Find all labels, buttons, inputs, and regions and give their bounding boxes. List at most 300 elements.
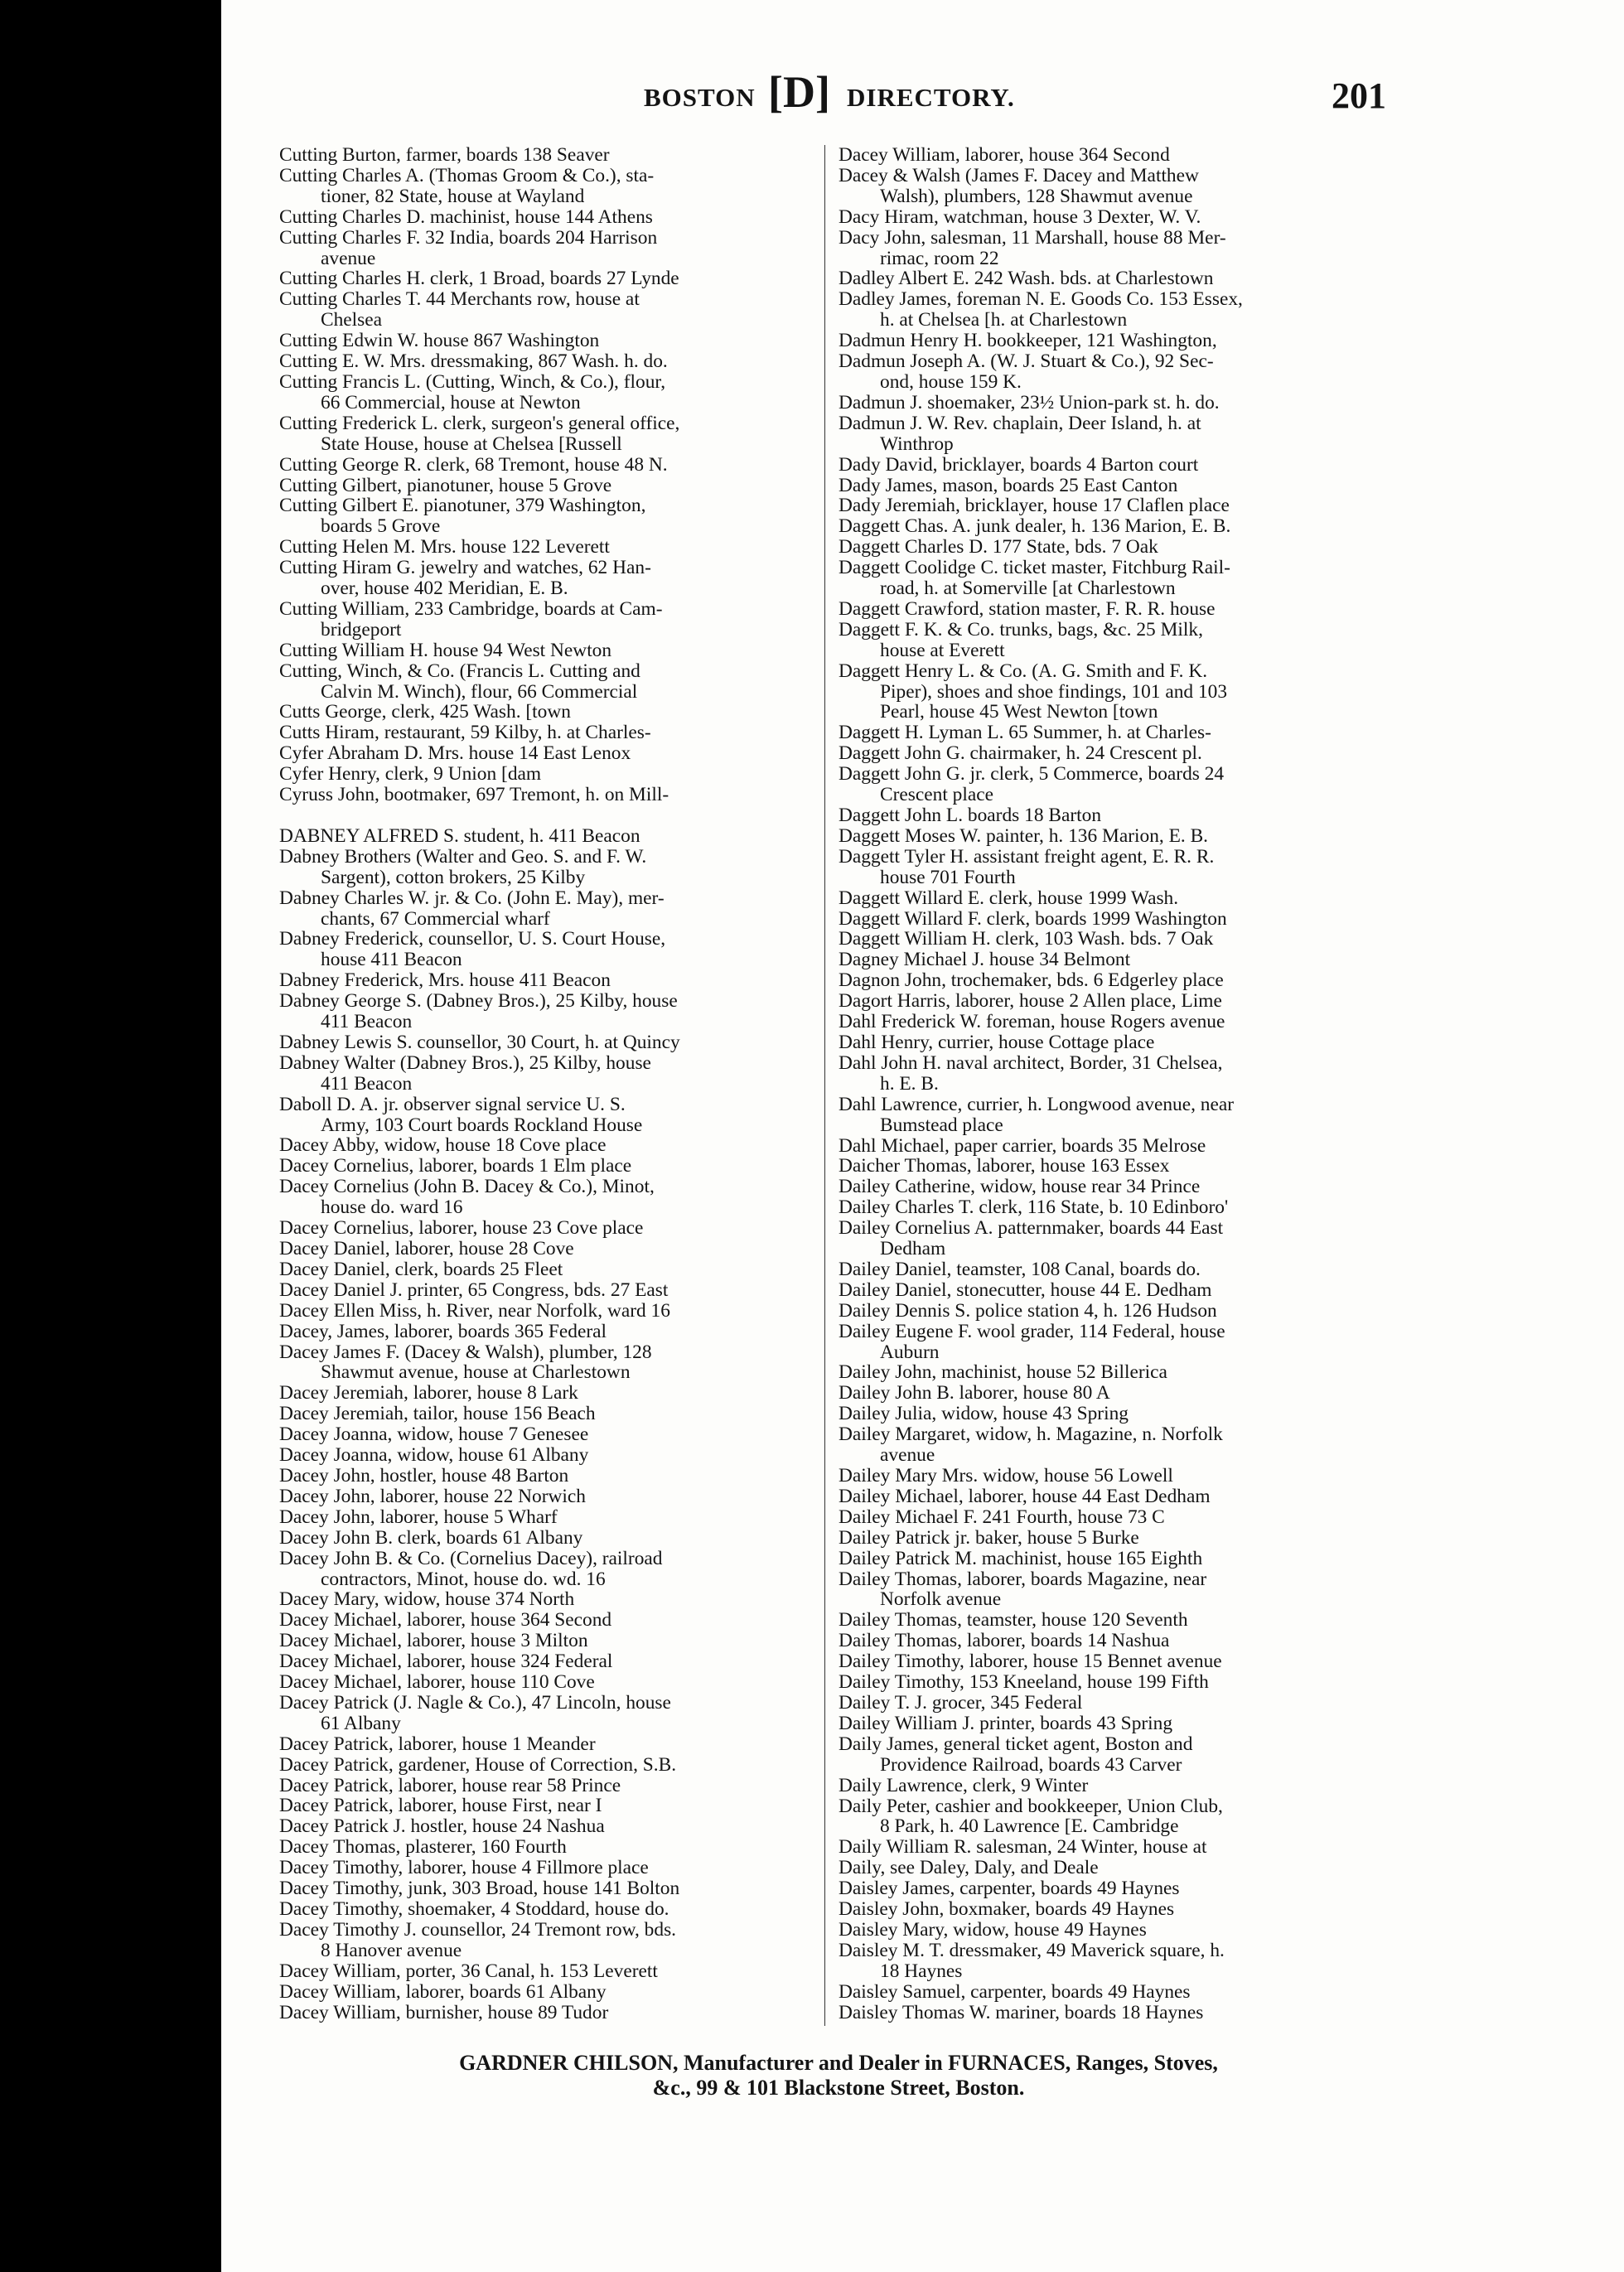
entry-line: Dacey John, hostler, house 48 Barton bbox=[279, 1464, 569, 1486]
entry-line: Dacey Patrick (J. Nagle & Co.), 47 Lincoln, house bbox=[279, 1691, 671, 1714]
entry-line: Daisley James, carpenter, boards 49 Haynes bbox=[839, 1878, 1180, 1900]
directory-entry bbox=[839, 558, 1377, 599]
entry-line: Daisley Thomas W. mariner, boards 18 Haynes bbox=[839, 2001, 1204, 2023]
directory-entry bbox=[839, 2003, 1377, 2023]
entry-line: Dacey & Walsh (James F. Dacey and Matthew bbox=[839, 164, 1199, 186]
entry-line: Dailey John B. laborer, house 80 A bbox=[839, 1382, 1110, 1404]
entry-line: Dady David, bricklayer, boards 4 Barton court bbox=[839, 453, 1199, 476]
entry-continuation: Providence Railroad, boards 43 Carver bbox=[880, 1753, 1182, 1776]
directory-entry bbox=[839, 476, 1377, 496]
directory-entry bbox=[839, 970, 1377, 991]
column-divider bbox=[824, 145, 825, 2026]
entry-line: Dacey Cornelius (John B. Dacey & Co.), Minot, bbox=[279, 1176, 655, 1198]
entry-line: Cutting Charles H. clerk, 1 Broad, boards 27 Lynde bbox=[279, 268, 679, 290]
entry-line: Dacey Daniel, laborer, house 28 Cove bbox=[279, 1238, 574, 1260]
entry-continuation: over, house 402 Meridian, E. B. bbox=[321, 578, 568, 600]
directory-entry bbox=[279, 1610, 818, 1631]
entry-line: Dacey Michael, laborer, house 364 Second bbox=[279, 1609, 612, 1631]
left-column bbox=[279, 145, 818, 2023]
directory-entry bbox=[839, 1486, 1377, 1507]
entry-line: Dacey Timothy J. counsellor, 24 Tremont row, bds. bbox=[279, 1918, 677, 1941]
entry-line: Dacey Jeremiah, laborer, house 8 Lark bbox=[279, 1382, 578, 1404]
entry-line: Dailey Dennis S. police station 4, h. 126 Hudson bbox=[839, 1299, 1217, 1322]
entry-line: Dailey Michael F. 241 Fourth, house 73 C bbox=[839, 1506, 1165, 1528]
directory-entry bbox=[839, 929, 1377, 950]
entry-line: Daily Peter, cashier and bookkeeper, Union Club, bbox=[839, 1795, 1223, 1817]
directory-entry bbox=[839, 1549, 1377, 1569]
directory-entry bbox=[839, 207, 1377, 228]
entry-continuation: Walsh), plumbers, 128 Shawmut avenue bbox=[880, 185, 1193, 207]
entry-line: Dacey Ellen Miss, h. River, near Norfolk, ward 16 bbox=[279, 1299, 670, 1322]
entry-line: Daggett Chas. A. junk dealer, h. 136 Marion, E. B. bbox=[839, 515, 1231, 538]
entry-continuation: avenue bbox=[321, 247, 376, 269]
entry-line: Dacey Michael, laborer, house 324 Federal bbox=[279, 1651, 613, 1673]
entry-line: Cyfer Henry, clerk, 9 Union [dam bbox=[279, 763, 542, 786]
directory-entry bbox=[279, 1507, 818, 1528]
directory-entry bbox=[839, 351, 1377, 393]
directory-entry bbox=[279, 2003, 818, 2023]
directory-entry bbox=[839, 1177, 1377, 1197]
directory-entry bbox=[839, 826, 1377, 847]
directory-entry bbox=[839, 1032, 1377, 1053]
entry-line: Dabney George S. (Dabney Bros.), 25 Kilby, house bbox=[279, 990, 678, 1013]
directory-entry bbox=[279, 1589, 818, 1610]
directory-entry bbox=[279, 331, 818, 351]
directory-entry bbox=[279, 1156, 818, 1177]
entry-line: Dacey Mary, widow, house 374 North bbox=[279, 1588, 575, 1611]
directory-entry bbox=[279, 1301, 818, 1322]
directory-entry bbox=[839, 1012, 1377, 1032]
entry-line: Dailey Thomas, teamster, house 120 Seventh bbox=[839, 1609, 1188, 1631]
directory-entry bbox=[839, 1466, 1377, 1486]
directory-entry bbox=[279, 970, 818, 991]
entry-line: Cutting Hiram G. jewelry and watches, 62 Han- bbox=[279, 557, 651, 579]
footer-line-2: &c., 99 & 101 Blackstone Street, Boston. bbox=[652, 2076, 1025, 2100]
directory-entry bbox=[279, 1549, 818, 1590]
directory-entry bbox=[839, 1631, 1377, 1651]
entry-line: Cutts Hiram, restaurant, 59 Kilby, h. at Charles- bbox=[279, 722, 651, 744]
entry-line: Daggett H. Lyman L. 65 Summer, h. at Charles- bbox=[839, 722, 1211, 744]
section-gap bbox=[279, 805, 818, 826]
directory-entry bbox=[839, 1404, 1377, 1424]
entry-continuation: house 411 Beacon bbox=[321, 949, 462, 971]
entry-line: Dacey Michael, laborer, house 3 Milton bbox=[279, 1630, 588, 1652]
entry-line: Dacey William, laborer, house 364 Second bbox=[839, 144, 1170, 166]
entry-line: Dady James, mason, boards 25 East Canton bbox=[839, 474, 1178, 496]
entry-line: Dacey Joanna, widow, house 7 Genesee bbox=[279, 1424, 589, 1446]
directory-entry bbox=[839, 723, 1377, 743]
directory-entry bbox=[279, 743, 818, 764]
directory-entry bbox=[839, 1899, 1377, 1920]
directory-page bbox=[221, 0, 1624, 2272]
entry-line: Dabney Frederick, counsellor, U. S. Court House, bbox=[279, 928, 666, 950]
entry-line: Dailey Margaret, widow, h. Magazine, n. Norfolk bbox=[839, 1424, 1223, 1446]
directory-entry bbox=[279, 1858, 818, 1878]
entry-line: Cyfer Abraham D. Mrs. house 14 East Lenox bbox=[279, 742, 631, 765]
directory-entry bbox=[839, 228, 1377, 269]
entry-line: Dailey Mary Mrs. widow, house 56 Lowell bbox=[839, 1465, 1173, 1486]
entry-line: Dacey Jeremiah, tailor, house 156 Beach bbox=[279, 1403, 596, 1425]
directory-entry bbox=[279, 1259, 818, 1280]
directory-entry bbox=[279, 1961, 818, 1982]
entry-line: Cutting Frederick L. clerk, surgeon's general office, bbox=[279, 412, 680, 434]
entry-line: Dacey James F. (Dacey & Walsh), plumber, 128 bbox=[279, 1341, 652, 1363]
directory-entry bbox=[839, 1569, 1377, 1611]
directory-entry bbox=[279, 145, 818, 166]
directory-entry bbox=[839, 1693, 1377, 1714]
entry-line: Dadmun J. W. Rev. chaplain, Deer Island, h. at bbox=[839, 412, 1201, 434]
directory-entry bbox=[839, 413, 1377, 455]
entry-line: Daily Lawrence, clerk, 9 Winter bbox=[839, 1774, 1089, 1796]
entry-line: Dabney Walter (Dabney Bros.), 25 Kilby, house bbox=[279, 1051, 651, 1074]
entry-continuation: Dedham bbox=[880, 1238, 946, 1260]
entry-line: Cutting Charles F. 32 India, boards 204 Harrison bbox=[279, 226, 658, 249]
directory-entry bbox=[839, 805, 1377, 826]
entry-line: Daily James, general ticket agent, Boston and bbox=[839, 1733, 1193, 1755]
entry-continuation: Crescent place bbox=[880, 784, 994, 806]
directory-entry bbox=[279, 1920, 818, 1961]
directory-entry bbox=[839, 537, 1377, 558]
entry-continuation: rimac, room 22 bbox=[880, 247, 999, 269]
directory-entry bbox=[839, 1218, 1377, 1259]
directory-entry bbox=[839, 1507, 1377, 1528]
header-letter: [D] bbox=[768, 67, 830, 117]
entry-line: Dacey John, laborer, house 22 Norwich bbox=[279, 1485, 586, 1507]
footer-line-1: GARDNER CHILSON, Manufacturer and Dealer in FURNACES, Ranges, Stoves, bbox=[459, 2051, 1218, 2075]
entry-line: Dailey Patrick jr. baker, house 5 Burke bbox=[839, 1526, 1139, 1549]
directory-entry bbox=[279, 207, 818, 228]
entry-line: Dacey Patrick, laborer, house First, near I bbox=[279, 1795, 602, 1817]
entry-line: Dacey John B. & Co. (Cornelius Dacey), railroad bbox=[279, 1547, 663, 1569]
entry-line: Dacy John, salesman, 11 Marshall, house 88 Mer- bbox=[839, 226, 1226, 249]
directory-entry bbox=[839, 1920, 1377, 1941]
entry-line: Dadmun Henry H. bookkeeper, 121 Washington, bbox=[839, 330, 1217, 352]
directory-entry bbox=[279, 1816, 818, 1837]
directory-entry bbox=[839, 1136, 1377, 1157]
entry-line: Dacey John B. clerk, boards 61 Albany bbox=[279, 1526, 583, 1549]
directory-entry bbox=[839, 1383, 1377, 1404]
directory-entry bbox=[839, 599, 1377, 620]
entry-line: Dailey John, machinist, house 52 Billerica bbox=[839, 1361, 1167, 1384]
entry-line: Cutting Charles A. (Thomas Groom & Co.), sta- bbox=[279, 164, 655, 186]
directory-entry bbox=[279, 723, 818, 743]
entry-line: Dailey Daniel, teamster, 108 Canal, boards do. bbox=[839, 1258, 1201, 1280]
directory-entry bbox=[839, 1734, 1377, 1776]
directory-entry bbox=[279, 661, 818, 703]
directory-entry bbox=[279, 351, 818, 372]
entry-line: Dagnon John, trochemaker, bds. 6 Edgerley place bbox=[839, 969, 1224, 992]
directory-entry bbox=[839, 495, 1377, 516]
entry-line: Daggett John L. boards 18 Barton bbox=[839, 805, 1102, 826]
entry-line: Dacey Patrick J. hostler, house 24 Nashua bbox=[279, 1815, 605, 1838]
entry-line: Dailey Catherine, widow, house rear 34 Prince bbox=[839, 1176, 1201, 1198]
entry-line: Daggett Coolidge C. ticket master, Fitchburg Rail- bbox=[839, 557, 1230, 579]
directory-entry bbox=[839, 847, 1377, 888]
directory-entry bbox=[279, 1404, 818, 1424]
directory-entry bbox=[279, 268, 818, 289]
entry-line: Dacey William, laborer, boards 61 Albany bbox=[279, 1980, 607, 2003]
directory-entry bbox=[839, 1941, 1377, 1982]
directory-entry bbox=[279, 1693, 818, 1734]
entry-line: Daggett Tyler H. assistant freight agent, E. R. R. bbox=[839, 845, 1215, 868]
entry-line: Dailey Daniel, stonecutter, house 44 E. Dedham bbox=[839, 1279, 1212, 1301]
directory-entry bbox=[839, 455, 1377, 476]
entry-continuation: Piper), shoes and shoe findings, 101 and 103 bbox=[880, 680, 1228, 703]
entry-line: Dacey William, burnisher, house 89 Tudor bbox=[279, 2001, 609, 2023]
entry-line: Cutting Charles D. machinist, house 144 Athens bbox=[279, 205, 653, 228]
directory-entry bbox=[839, 1322, 1377, 1363]
entry-line: Dacey Patrick, laborer, house 1 Meander bbox=[279, 1733, 596, 1755]
entry-line: Dacey John, laborer, house 5 Wharf bbox=[279, 1506, 558, 1528]
entry-line: Dailey T. J. grocer, 345 Federal bbox=[839, 1691, 1083, 1714]
directory-entry bbox=[279, 228, 818, 269]
directory-entry bbox=[839, 620, 1377, 661]
entry-continuation: bridgeport bbox=[321, 618, 402, 641]
entry-line: Dacey Cornelius, laborer, house 23 Cove place bbox=[279, 1217, 644, 1240]
directory-entry bbox=[279, 1528, 818, 1549]
directory-entry bbox=[839, 1053, 1377, 1095]
entry-line: Daisley Samuel, carpenter, boards 49 Haynes bbox=[839, 1980, 1191, 2003]
directory-entry bbox=[839, 1610, 1377, 1631]
directory-entry bbox=[839, 393, 1377, 413]
entry-line: Dailey Thomas, laborer, boards Magazine, near bbox=[839, 1568, 1207, 1590]
entry-line: Dailey Timothy, 153 Kneeland, house 199 Fifth bbox=[839, 1671, 1209, 1694]
entry-line: Daggett John G. jr. clerk, 5 Commerce, boards 24 bbox=[839, 763, 1225, 786]
entry-line: Dacey Timothy, shoemaker, 4 Stoddard, house do. bbox=[279, 1898, 669, 1921]
directory-entry bbox=[839, 1362, 1377, 1383]
entry-line: DABNEY ALFRED S. student, h. 411 Beacon bbox=[279, 824, 640, 847]
entry-line: Dacey Joanna, widow, house 61 Albany bbox=[279, 1444, 589, 1467]
entry-line: Dailey Timothy, laborer, house 15 Bennet avenue bbox=[839, 1651, 1222, 1673]
directory-entry bbox=[279, 1135, 818, 1156]
entry-continuation: 61 Albany bbox=[321, 1712, 401, 1734]
entry-line: Dacey Patrick, gardener, House of Correction, S.B. bbox=[279, 1753, 677, 1776]
directory-entry bbox=[839, 331, 1377, 351]
entry-line: Cutting E. W. Mrs. dressmaking, 867 Wash. h. do. bbox=[279, 350, 668, 373]
directory-entry bbox=[279, 764, 818, 785]
directory-entry bbox=[839, 888, 1377, 909]
directory-entry bbox=[279, 785, 818, 805]
directory-entry bbox=[279, 1032, 818, 1053]
directory-entry bbox=[839, 1651, 1377, 1672]
entry-continuation: contractors, Minot, house do. wd. 16 bbox=[321, 1568, 606, 1590]
header-title: DIRECTORY. bbox=[847, 83, 1015, 112]
directory-entry bbox=[839, 1197, 1377, 1218]
directory-entry bbox=[279, 166, 818, 207]
directory-entry bbox=[839, 1796, 1377, 1838]
entry-line: Dady Jeremiah, bricklayer, house 17 Claflen place bbox=[839, 495, 1230, 517]
entry-line: Dacey Abby, widow, house 18 Cove place bbox=[279, 1134, 607, 1157]
directory-entry bbox=[839, 764, 1377, 805]
entry-continuation: Norfolk avenue bbox=[880, 1588, 1002, 1611]
entry-line: Dahl Henry, currier, house Cottage place bbox=[839, 1031, 1155, 1053]
directory-entry bbox=[279, 1095, 818, 1136]
entry-line: Dacey Cornelius, laborer, boards 1 Elm place bbox=[279, 1155, 632, 1177]
entry-continuation: Pearl, house 45 West Newton [town bbox=[880, 701, 1158, 723]
entry-continuation: Calvin M. Winch), flour, 66 Commercial bbox=[321, 680, 638, 703]
entry-continuation: Army, 103 Court boards Rockland House bbox=[321, 1114, 643, 1136]
page-header bbox=[221, 66, 1624, 133]
directory-entry bbox=[279, 599, 818, 641]
directory-entry bbox=[279, 1878, 818, 1899]
entry-line: Daily William R. salesman, 24 Winter, house at bbox=[839, 1836, 1207, 1859]
entry-continuation: 8 Park, h. 40 Lawrence [E. Cambridge bbox=[880, 1815, 1179, 1838]
entry-line: Daggett Moses W. painter, h. 136 Marion, E. B. bbox=[839, 824, 1209, 847]
entry-continuation: house 701 Fourth bbox=[880, 866, 1016, 888]
directory-entry bbox=[279, 289, 818, 331]
directory-entry bbox=[839, 166, 1377, 207]
directory-entry bbox=[839, 1156, 1377, 1177]
entry-line: Cyruss John, bootmaker, 697 Tremont, h. on Mill- bbox=[279, 784, 669, 806]
directory-entry bbox=[279, 1796, 818, 1816]
directory-entry bbox=[279, 413, 818, 455]
entry-continuation: Winthrop bbox=[880, 433, 954, 455]
entry-line: Dailey Julia, widow, house 43 Spring bbox=[839, 1403, 1129, 1425]
entry-line: Dailey Patrick M. machinist, house 165 Eighth bbox=[839, 1547, 1203, 1569]
entry-line: Cutting William H. house 94 West Newton bbox=[279, 639, 612, 661]
directory-entry bbox=[839, 743, 1377, 764]
directory-entry bbox=[279, 1342, 818, 1384]
directory-entry bbox=[279, 1239, 818, 1259]
entry-continuation: boards 5 Grove bbox=[321, 515, 441, 538]
entry-line: Dailey Charles T. clerk, 116 State, b. 10 Edinboro' bbox=[839, 1196, 1229, 1219]
directory-entry bbox=[279, 1734, 818, 1755]
entry-line: Dailey Cornelius A. patternmaker, boards 44 East bbox=[839, 1217, 1224, 1240]
entry-continuation: 66 Commercial, house at Newton bbox=[321, 391, 581, 413]
entry-line: Daggett William H. clerk, 103 Wash. bds. 7 Oak bbox=[839, 928, 1214, 950]
entry-line: Dahl Frederick W. foreman, house Rogers avenue bbox=[839, 1011, 1225, 1033]
entry-line: Cutting, Winch, & Co. (Francis L. Cutting and bbox=[279, 660, 640, 682]
directory-entry bbox=[279, 929, 818, 970]
directory-entry bbox=[279, 1631, 818, 1651]
directory-entry bbox=[279, 1383, 818, 1404]
entry-line: Daisley John, boxmaker, boards 49 Haynes bbox=[839, 1898, 1175, 1921]
entry-line: Daggett Henry L. & Co. (A. G. Smith and F. K. bbox=[839, 660, 1208, 682]
entry-line: Dabney Brothers (Walter and Geo. S. and F. W. bbox=[279, 845, 647, 868]
entry-line: Dacey Timothy, junk, 303 Broad, house 141 Bolton bbox=[279, 1878, 680, 1900]
entry-line: Dahl Michael, paper carrier, boards 35 Melrose bbox=[839, 1134, 1206, 1157]
entry-line: Cutting Gilbert E. pianotuner, 379 Washington, bbox=[279, 495, 646, 517]
entry-line: Cutting Charles T. 44 Merchants row, house at bbox=[279, 288, 640, 311]
directory-entry bbox=[279, 1280, 818, 1301]
directory-entry bbox=[839, 1672, 1377, 1693]
advertisement-footer bbox=[275, 2051, 1402, 2100]
entry-line: Dahl John H. naval architect, Border, 31 Chelsea, bbox=[839, 1051, 1223, 1074]
directory-entry bbox=[279, 1322, 818, 1342]
directory-entry bbox=[279, 1672, 818, 1693]
entry-line: Cutting George R. clerk, 68 Tremont, house 48 N. bbox=[279, 453, 668, 476]
entry-continuation: Auburn bbox=[880, 1341, 940, 1363]
directory-entry bbox=[839, 1982, 1377, 2003]
directory-entry bbox=[279, 1177, 818, 1218]
entry-continuation: 411 Beacon bbox=[321, 1011, 413, 1033]
entry-line: Dailey William J. printer, boards 43 Spring bbox=[839, 1712, 1173, 1734]
directory-entry bbox=[279, 1445, 818, 1466]
entry-line: Dagney Michael J. house 34 Belmont bbox=[839, 949, 1131, 971]
entry-line: Dabney Frederick, Mrs. house 411 Beacon bbox=[279, 969, 611, 992]
directory-entry bbox=[839, 1714, 1377, 1734]
entry-line: Dabney Charles W. jr. & Co. (John E. May), mer- bbox=[279, 887, 665, 909]
entry-line: Dacey Daniel J. printer, 65 Congress, bds. 27 East bbox=[279, 1279, 669, 1301]
entry-line: Dahl Lawrence, currier, h. Longwood avenue, near bbox=[839, 1093, 1235, 1115]
directory-entry bbox=[279, 826, 818, 847]
entry-line: Dadmun Joseph A. (W. J. Stuart & Co.), 92 Sec- bbox=[839, 350, 1214, 373]
entry-line: Dacey, James, laborer, boards 365 Federal bbox=[279, 1320, 607, 1342]
entry-line: Daggett Crawford, station master, F. R. R. house bbox=[839, 597, 1216, 620]
entry-line: Dacey Daniel, clerk, boards 25 Fleet bbox=[279, 1258, 563, 1280]
directory-entry bbox=[279, 372, 818, 413]
directory-entry bbox=[839, 516, 1377, 537]
directory-entry bbox=[279, 537, 818, 558]
entry-continuation: tioner, 82 State, house at Wayland bbox=[321, 185, 585, 207]
directory-entry bbox=[839, 1095, 1377, 1136]
directory-entry bbox=[839, 1858, 1377, 1878]
entry-line: Cutting William, 233 Cambridge, boards at Cam- bbox=[279, 597, 663, 620]
directory-entry bbox=[279, 1899, 818, 1920]
directory-entry bbox=[839, 661, 1377, 723]
entry-line: Dadley Albert E. 242 Wash. bds. at Charlestown bbox=[839, 268, 1214, 290]
entry-line: Daggett Willard E. clerk, house 1999 Wash. bbox=[839, 887, 1179, 909]
entry-line: Dacey Thomas, plasterer, 160 Fourth bbox=[279, 1836, 567, 1859]
entry-line: Dagort Harris, laborer, house 2 Allen place, Lime bbox=[839, 990, 1222, 1013]
entry-line: Cutting Gilbert, pianotuner, house 5 Grove bbox=[279, 474, 612, 496]
directory-entry bbox=[279, 1466, 818, 1486]
entry-line: Dailey Eugene F. wool grader, 114 Federal, house bbox=[839, 1320, 1225, 1342]
directory-entry bbox=[279, 991, 818, 1032]
directory-entry bbox=[839, 289, 1377, 331]
directory-entry bbox=[279, 1651, 818, 1672]
entry-continuation: road, h. at Somerville [at Charlestown bbox=[880, 578, 1176, 600]
entry-continuation: chants, 67 Commercial wharf bbox=[321, 907, 550, 930]
directory-entry bbox=[279, 641, 818, 661]
entry-line: Dacey William, porter, 36 Canal, h. 153 Leverett bbox=[279, 1960, 658, 1982]
entry-line: Dailey Thomas, laborer, boards 14 Nashua bbox=[839, 1630, 1170, 1652]
entry-line: Dadley James, foreman N. E. Goods Co. 153 Essex, bbox=[839, 288, 1243, 311]
directory-entry bbox=[279, 476, 818, 496]
entry-continuation: avenue bbox=[880, 1444, 935, 1467]
directory-entry bbox=[839, 1528, 1377, 1549]
entry-continuation: 8 Hanover avenue bbox=[321, 1939, 462, 1961]
directory-entry bbox=[279, 558, 818, 599]
entry-continuation: 411 Beacon bbox=[321, 1072, 413, 1095]
directory-entry bbox=[279, 702, 818, 723]
directory-entry bbox=[839, 991, 1377, 1012]
directory-entry bbox=[279, 847, 818, 888]
entry-line: Daggett Willard F. clerk, boards 1999 Washington bbox=[839, 907, 1227, 930]
entry-continuation: house do. ward 16 bbox=[321, 1196, 463, 1219]
entry-line: Daggett John G. chairmaker, h. 24 Crescent pl. bbox=[839, 742, 1202, 765]
directory-entry bbox=[839, 909, 1377, 930]
entry-line: Daicher Thomas, laborer, house 163 Essex bbox=[839, 1155, 1170, 1177]
directory-entry bbox=[279, 1486, 818, 1507]
directory-entry bbox=[839, 268, 1377, 289]
entry-line: Cutting Edwin W. house 867 Washington bbox=[279, 330, 600, 352]
directory-entry bbox=[839, 1776, 1377, 1796]
directory-entry bbox=[839, 1280, 1377, 1301]
entry-line: Dacey Michael, laborer, house 110 Cove bbox=[279, 1671, 595, 1694]
entry-line: Dacey Timothy, laborer, house 4 Fillmore place bbox=[279, 1857, 649, 1879]
page-number: 201 bbox=[1332, 75, 1386, 116]
entry-continuation: State House, house at Chelsea [Russell bbox=[321, 433, 622, 455]
header-city: BOSTON bbox=[644, 83, 756, 112]
directory-entry bbox=[839, 145, 1377, 166]
entry-line: Dacey Patrick, laborer, house rear 58 Prince bbox=[279, 1774, 621, 1796]
directory-entry bbox=[279, 888, 818, 930]
directory-entry bbox=[279, 1837, 818, 1858]
entry-line: Daggett F. K. & Co. trunks, bags, &c. 25 Milk, bbox=[839, 618, 1203, 641]
entry-line: Cutting Burton, farmer, boards 138 Seaver bbox=[279, 144, 610, 166]
entry-line: Daggett Charles D. 177 State, bds. 7 Oak bbox=[839, 536, 1158, 558]
